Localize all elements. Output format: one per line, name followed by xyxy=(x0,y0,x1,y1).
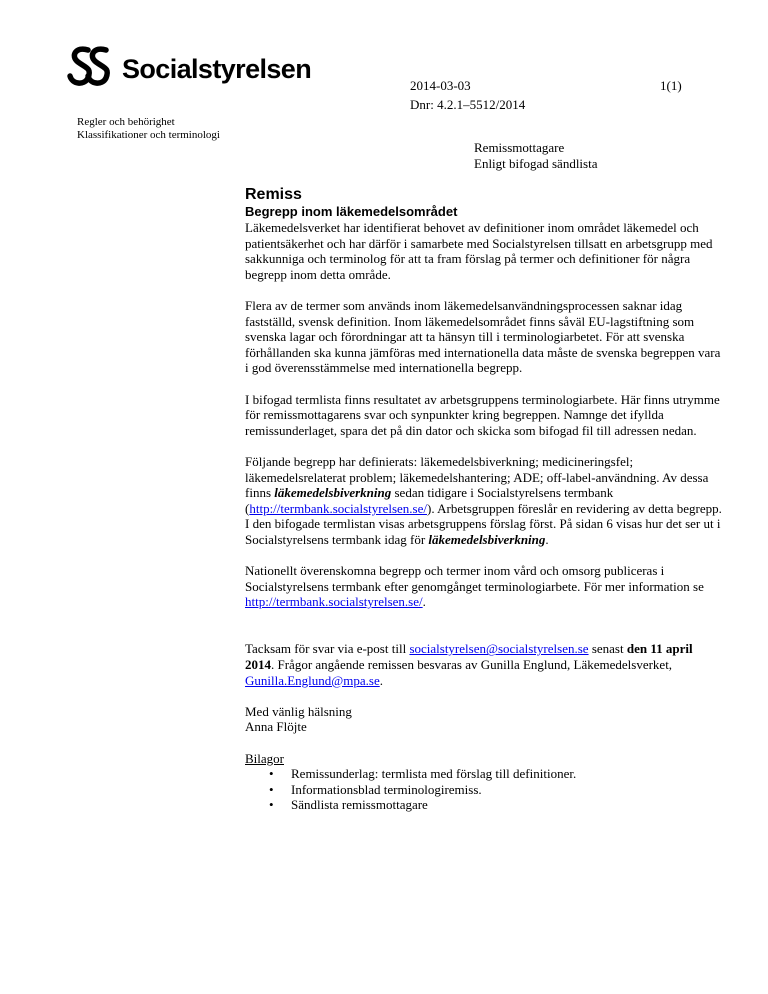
recipient-block xyxy=(474,140,597,172)
list-item: • Informationsblad terminologiremiss. xyxy=(245,782,723,798)
signature: Anna Flöjte xyxy=(245,719,307,735)
term-emphasis: läkemedelsbiverkning xyxy=(428,531,546,547)
logo-wordmark: Socialstyrelsen xyxy=(122,53,312,84)
department-line: Regler och behörighet xyxy=(77,116,175,128)
response-email-link[interactable]: socialstyrelsen@socialstyrelsen.se xyxy=(409,641,589,657)
letter-title: Remiss xyxy=(245,186,302,203)
paragraph-publication: Nationellt överenskomna begrepp och termer inom vård och omsorg publiceras i Socialstyrelsens termbank efter genomgånget terminologiarbete. För mer information se http://termbank.socialstyrelsen.se/. xyxy=(245,563,704,610)
termbank-link[interactable]: http://termbank.socialstyrelsen.se/ xyxy=(245,594,423,610)
unit-line: Klassifikationer och terminologi xyxy=(77,129,220,141)
attachments-heading: Bilagor xyxy=(245,750,284,766)
paragraph-concepts: Följande begrepp har definierats: läkemedelsbiverkning; medicineringsfel; läkemedelsrelaterat problem; läkemedelshantering; ADE; off-label-användning. Av dessa finns läkemedelsbiverkning sedan tidigare i Socialstyrelsens termbank (http://termbank.socialstyrelsen.se/). Arbetsgruppen föreslår en revidering av detta begrepp. I den bifogade termlistan visas arbetsgruppens förslag först. På sidan 6 visas hur det ser ut i Socialstyrelsens termbank idag för läkemedelsbiverkning. xyxy=(245,453,722,547)
recipient-line: Remissmottagare xyxy=(474,140,565,155)
logo-emblem-icon xyxy=(66,44,116,88)
attachments-list xyxy=(245,766,723,813)
registration-number: Dnr: 4.2.1–5512/2014 xyxy=(410,97,526,112)
socialstyrelsen-logo xyxy=(66,44,311,88)
list-item: • Sändlista remissmottagare xyxy=(245,797,723,813)
paragraph-instructions: I bifogad termlista finns resultatet av arbetsgruppens terminologiarbete. Här finns utrymme för remissmottagarens svar och synpunkter kring begreppen. Namnge det ifyllda remissunderlaget, spara det på din dator och skicka som bifogad fil till adressen nedan. xyxy=(245,391,720,438)
paragraph-background: Läkemedelsverket har identifierat behovet av definitioner inom området läkemedel och patientsäkerhet och har därför i samarbete med Socialstyrelsen tillsatt en arbetsgrupp med sakkunniga och terminolog för att ta fram förslag på termer och definitioner för några begrepp inom detta område. xyxy=(245,220,713,282)
page-number: 1(1) xyxy=(660,78,682,93)
paragraph-terminology: Flera av de termer som används inom läkemedelsanvändningsprocessen saknar idag fastställd, svensk definition. Inom läkemedelsområdet finns såväl EU-lagstiftning som svenska lagar och förordningar att ta hänsyn till i terminologiarbetet. För att svenska förhållanden ska kunna jämföras med internationella data måste de svenska begreppen vara i god överensstämmelse med internationella begrepp. xyxy=(245,297,721,376)
closing: Med vänlig hälsning xyxy=(245,703,352,719)
department-block xyxy=(77,116,220,142)
termbank-link[interactable]: http://termbank.socialstyrelsen.se/ xyxy=(249,500,427,516)
deadline: den 11 april 2014 xyxy=(245,641,693,673)
contact-email-link[interactable]: Gunilla.Englund@mpa.se xyxy=(245,672,380,688)
document-date: 2014-03-03 xyxy=(410,78,471,93)
letter-body xyxy=(245,186,723,813)
list-item: • Remissunderlag: termlista med förslag till definitioner. xyxy=(245,766,723,782)
term-emphasis: läkemedelsbiverkning xyxy=(274,485,392,501)
recipient-note: Enligt bifogad sändlista xyxy=(474,156,598,171)
letter-subtitle: Begrepp inom läkemedelsområdet xyxy=(245,204,458,219)
paragraph-response: Tacksam för svar via e-post till socialstyrelsen@socialstyrelsen.se senast den 11 april 2014. Frågor angående remissen besvaras av Gunilla Englund, Läkemedelsverket, Gunilla.Englund@mpa.se. xyxy=(245,641,693,688)
closing-block xyxy=(245,704,723,735)
